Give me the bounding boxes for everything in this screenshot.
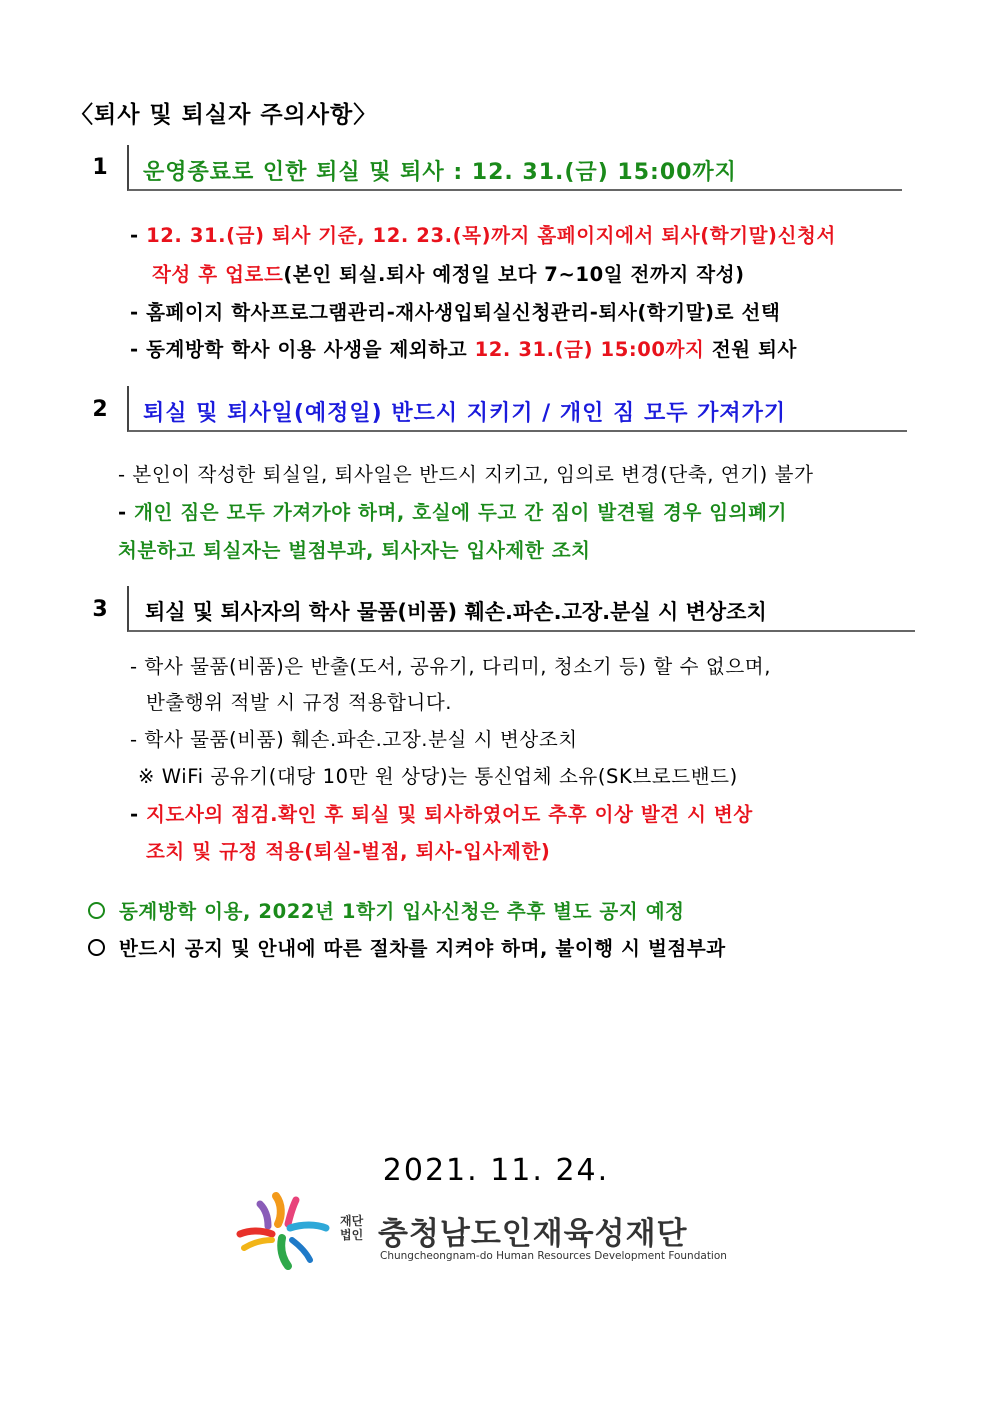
section-2-line-1: - 본인이 작성한 퇴실일, 퇴사일은 반드시 지키고, 임의로 변경(단축, 연기) 불가 — [118, 463, 814, 486]
section-2-line-2 — [118, 497, 787, 525]
upload-text: 작성 후 업로드 — [152, 263, 284, 286]
line-text: - 동계방학 학사 이용 사생을 제외하고 — [130, 338, 468, 361]
document-date: 2021. 11. 24. — [382, 1153, 610, 1188]
logo-prefix — [340, 1214, 363, 1242]
section-1-line-4 — [130, 334, 797, 362]
note-text: 동계방학 이용, 2022년 1학기 입사신청은 추후 별도 공지 예정 — [119, 900, 685, 923]
section-number: 2 — [92, 397, 108, 422]
section-3-line-6: 조치 및 규정 적용(퇴실-벌점, 퇴사-입사제한) — [146, 840, 551, 863]
section-1-line-2 — [152, 259, 745, 287]
section-3-line-1: - 학사 물품(비품)은 반출(도서, 공유기, 다리미, 청소기 등) 할 수 없으며, — [130, 655, 772, 678]
line-text: 전원 퇴사 — [711, 338, 797, 361]
foundation-logo — [236, 1190, 727, 1270]
deadline-text: 12. 31.(금) 15:00까지 — [474, 338, 705, 361]
note-2 — [88, 933, 726, 961]
section-1-line-1 — [130, 220, 836, 248]
logo-prefix-bottom: 법인 — [340, 1228, 364, 1242]
note-1 — [88, 896, 685, 924]
section-title: 퇴실 및 퇴사자의 학사 물품(비품) 훼손.파손.고장.분실 시 변상조치 — [145, 600, 767, 624]
section-3-line-3: - 학사 물품(비품) 훼손.파손.고장.분실 시 변상조치 — [130, 728, 578, 751]
section-3-line-2: 반출행위 적발 시 규정 적용합니다. — [146, 691, 453, 714]
circle-bullet-icon — [88, 939, 105, 956]
section-3-line-5 — [130, 799, 753, 827]
logo-name: 충청남도인재육성재단 — [378, 1216, 688, 1252]
page-title: 〈퇴사 및 퇴실자 주의사항〉 — [70, 102, 378, 128]
pinwheel-logo-icon — [236, 1190, 332, 1270]
line-text: 지도사의 점검.확인 후 퇴실 및 퇴사하였어도 추후 이상 발견 시 변상 — [146, 803, 753, 826]
section-1-line-3: - 홈페이지 학사프로그램관리-재사생입퇴실신청관리-퇴사(학기말)로 선택 — [130, 301, 781, 324]
upload-note: (본인 퇴실.퇴사 예정일 보다 7~10일 전까지 작성) — [283, 263, 745, 286]
dash: - — [118, 501, 127, 524]
line-text: 개인 짐은 모두 가져가야 하며, 호실에 두고 간 짐이 발견될 경우 임의폐기 — [134, 501, 788, 524]
circle-bullet-icon — [88, 902, 105, 919]
section-3-line-4: ※ WiFi 공유기(대당 10만 원 상당)는 통신업체 소유(SK브로드밴드) — [138, 765, 738, 788]
logo-prefix-top: 재단 — [340, 1214, 364, 1228]
logo-english: Chungcheongnam-do Human Resources Development Foundation — [380, 1250, 727, 1262]
note-text: 반드시 공지 및 안내에 따른 절차를 지켜야 하며, 불이행 시 벌점부과 — [119, 937, 726, 960]
section-title: 운영종료로 인한 퇴실 및 퇴사 : 12. 31.(금) 15:00까지 — [143, 160, 737, 185]
dash: - — [130, 803, 139, 826]
dash: - — [130, 224, 139, 247]
deadline-text: 12. 31.(금) 퇴사 기준, 12. 23.(목)까지 홈페이지에서 퇴사(학기말)신청서 — [146, 224, 836, 247]
section-number: 1 — [92, 155, 108, 180]
section-title: 퇴실 및 퇴사일(예정일) 반드시 지키기 / 개인 짐 모두 가져가기 — [143, 401, 787, 426]
section-2-line-3: 처분하고 퇴실자는 벌점부과, 퇴사자는 입사제한 조치 — [118, 539, 591, 562]
section-number: 3 — [92, 597, 108, 622]
